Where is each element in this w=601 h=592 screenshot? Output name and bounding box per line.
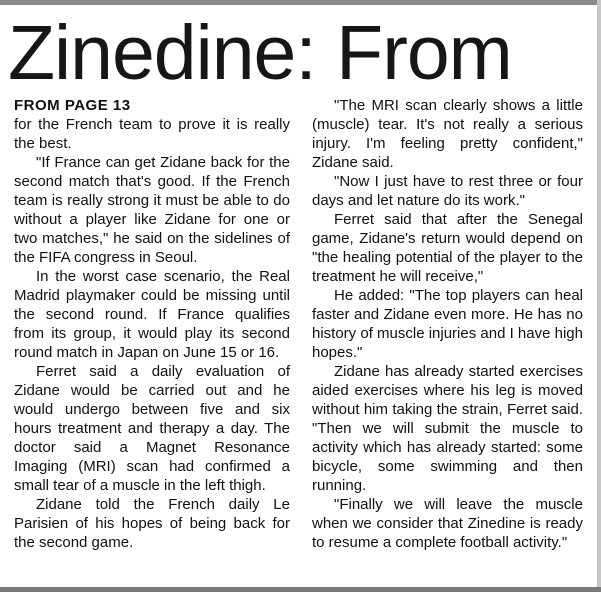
bottom-border-rule bbox=[0, 587, 601, 592]
right-column bbox=[312, 96, 583, 552]
paragraph: Ferret said a daily evaluation of Zidane would be carried out and he would undergo between five and six hours treatment and therapy a day. The doctor said a Magnet Resonance Imaging (MRI) scan had confirmed a small tear of a muscle in the left thigh. bbox=[14, 363, 290, 494]
paragraph: He added: "The top players can heal faster and Zidane even more. He has no history of muscle injuries and I have high hopes." bbox=[312, 287, 583, 361]
paragraph: "Finally we will leave the muscle when we consider that Zinedine is ready to resume a complete football activity." bbox=[312, 496, 583, 551]
paragraph: Zidane has already started exercises aided exercises where his leg is moved without him taking the strain, Ferret said. "Then we will submit the muscle to activity which has already started: some bicycle, some swimming and then running. bbox=[312, 363, 583, 494]
paragraph: "If France can get Zidane back for the second match that's good. If the French team is really strong it must be able to do without a player like Zidane for one or two matches," he said on the sidelines of the FIFA congress in Seoul. bbox=[14, 154, 290, 266]
paragraph: Ferret said that after the Senegal game, Zidane's return would depend on "the healing potential of the player to the treatment he will receive," bbox=[312, 211, 583, 285]
continuation-kicker: FROM PAGE 13 bbox=[14, 97, 131, 114]
right-border-rule bbox=[597, 0, 601, 592]
left-column bbox=[14, 96, 290, 552]
paragraph: In the worst case scenario, the Real Madrid playmaker could be missing until the second round. If France qualifies from its group, it would play its second round match in Japan on June 15 or 16. bbox=[14, 268, 290, 361]
paragraph: for the French team to prove it is really the best. bbox=[14, 116, 290, 152]
paragraph: Zidane told the French daily Le Parisien of his hopes of being back for the second game. bbox=[14, 496, 290, 551]
headline: Zinedine: From bbox=[8, 10, 512, 96]
paragraph: "Now I just have to rest three or four days and let nature do its work." bbox=[312, 173, 583, 209]
top-border-rule bbox=[0, 0, 601, 5]
paragraph: "The MRI scan clearly shows a little (muscle) tear. It's not really a serious injury. I'm feeling pretty confident," Zidane said. bbox=[312, 97, 583, 171]
